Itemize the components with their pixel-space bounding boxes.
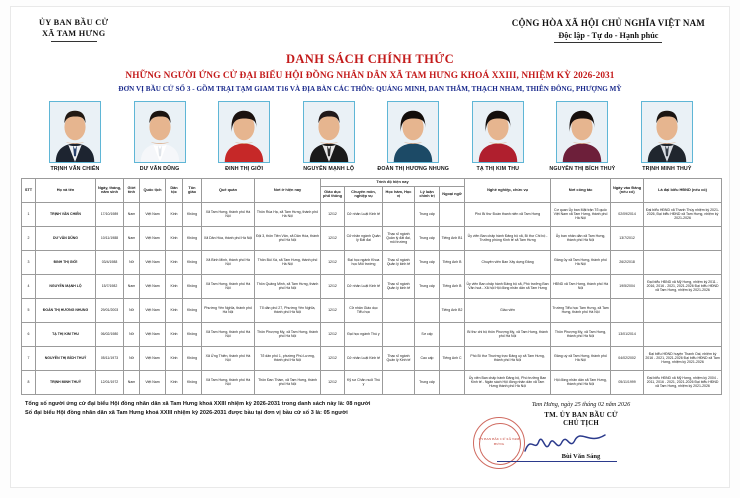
candidate-table	[21, 178, 722, 395]
cell-hometown: Xã Dân Hòa, thành phố Hà Nội	[202, 226, 255, 250]
candidate-table-body	[22, 202, 722, 394]
cell-residence: Đội 3, thôn Tiên Vân, xã Dân Hòa, thành phố Hà Nội	[255, 226, 321, 250]
cell-party-date: 04/02/2002	[611, 346, 644, 370]
candidate-portrait	[387, 101, 439, 163]
cell-edu-language	[440, 370, 465, 394]
candidate-portrait	[556, 101, 608, 163]
signatory-name: Bùi Văn Sáng	[561, 452, 601, 460]
cell-stt: 3	[22, 250, 36, 274]
cell-religion: Không	[183, 298, 202, 322]
cell-edu-prof: Đại học ngành Khoa học Môi trường	[345, 250, 383, 274]
cell-hometown: Xã Tam Hưng, thành phố Hà Nội	[202, 274, 255, 298]
cell-edu-prof: Cử nhân Luật Kinh tế	[345, 202, 383, 226]
cell-sex: Nam	[124, 370, 140, 394]
cell-edu-politics: Trung cấp	[415, 274, 440, 298]
issuing-authority-line1: ỦY BAN BẦU CỬ	[39, 18, 109, 27]
cell-workplace: HĐND xã Tam Hưng, thành phố Hà Nội	[551, 274, 611, 298]
candidate-portrait	[641, 101, 693, 163]
cell-stt: 8	[22, 370, 36, 394]
candidate-photo-cell	[373, 101, 453, 172]
th-hdnd: Là đại biểu HĐND (nếu có)	[644, 179, 722, 203]
th-dob: Ngày, tháng, năm sinh	[96, 179, 124, 203]
signature-block	[445, 401, 717, 460]
cell-religion: Không	[183, 226, 202, 250]
cell-edu-degree: Thạc sĩ ngành Quản lý kinh tế	[383, 274, 415, 298]
cell-stt: 2	[22, 226, 36, 250]
cell-fullname: DƯ VĂN DŨNG	[36, 226, 96, 250]
cell-hdnd: Đại biểu HĐND huyện Thanh Oai, nhiệm kỳ 2016 - 2021, 2021-2026 Đại biểu HĐND xã Tam Hưng, nhiệm kỳ 2021-2026	[644, 346, 722, 370]
cell-edu-language: Tiếng Anh C	[440, 346, 465, 370]
cell-ethnicity: Kinh	[166, 274, 183, 298]
candidate-photo-cell	[120, 101, 200, 172]
cell-dob: 15/7/1982	[96, 274, 124, 298]
cell-religion: Không	[183, 250, 202, 274]
th-nationality: Quốc tịch	[140, 179, 166, 203]
cell-sex: Nam	[124, 226, 140, 250]
cell-fullname: TRỊNH MINH THUỶ	[36, 370, 96, 394]
cell-hometown: Xã Tam Hưng, thành phố Hà Nội	[202, 202, 255, 226]
cell-nationality: Việt Nam	[140, 226, 166, 250]
cell-ethnicity: Kinh	[166, 322, 183, 346]
cell-hdnd: Đại biểu HĐND xã Mỹ Hưng, nhiệm kỳ 2004 - 2011, 2016 - 2021, 2021-2026 Đại biểu HĐND xã Tam Hưng, nhiệm kỳ 2021-2026	[644, 370, 722, 394]
cell-fullname: NGUYỄN MẠNH LỘ	[36, 274, 96, 298]
cell-edu-language: Tiếng Anh B	[440, 274, 465, 298]
cell-residence: Thôn Rùa Hạ, xã Tam Hưng, thành phố Hà Nội	[255, 202, 321, 226]
cell-edu-language: Tiếng Anh B2	[440, 298, 465, 322]
cell-edu-prof: Đại học ngành Thú y	[345, 322, 383, 346]
candidate-photo-cell	[542, 101, 622, 172]
candidate-photo-strip	[11, 93, 729, 172]
issuing-authority	[39, 17, 108, 43]
signature-date: Tam Hưng, ngày 25 tháng 02 năm 2026	[531, 400, 631, 408]
cell-edu-language: Tiếng Anh B1	[440, 226, 465, 250]
cell-edu-politics: Trung cấp	[415, 370, 440, 394]
cell-edu-degree: Thạc sĩ ngành Quản lý Kinh tế	[383, 346, 415, 370]
cell-edu-general: 12/12	[321, 250, 345, 274]
cell-hdnd: Đại biểu HĐND xã Thanh Thùy nhiệm kỳ 2021-2026, Đại biểu HĐND xã Tam Hưng, nhiệm kỳ 2021-2026	[644, 202, 722, 226]
cell-occupation: Bí thư chi bộ thôn Phượng Mỵ, xã Tam Hưng, thành phố Hà Nội	[465, 322, 551, 346]
th-residence: Nơi ở hiện nay	[255, 179, 321, 203]
cell-sex: Nam	[124, 202, 140, 226]
cell-edu-politics: Cao cấp	[415, 346, 440, 370]
th-workplace: Nơi công tác	[551, 179, 611, 203]
cell-nationality: Việt Nam	[140, 274, 166, 298]
table-row	[22, 298, 722, 322]
candidate-portrait	[218, 101, 270, 163]
cell-stt: 5	[22, 298, 36, 322]
cell-edu-degree	[383, 298, 415, 322]
footer-note-total: Tổng số người ứng cử đại biểu Hội đồng nhân dân xã Tam Hưng khoá XXIII nhiệm kỳ 2026-2031 trong danh sách này là: 08 người	[25, 400, 371, 407]
table-row	[22, 226, 722, 250]
candidate-photo-name: ĐOÀN THỊ HƯƠNG NHUNG	[377, 166, 450, 173]
cell-edu-general: 12/12	[321, 370, 345, 394]
candidate-portrait	[134, 101, 186, 163]
cell-edu-degree	[383, 322, 415, 346]
cell-workplace: Ủy ban nhân dân xã Tam Hưng, thành phố Hà Nội	[551, 226, 611, 250]
table-row	[22, 322, 722, 346]
cell-workplace: Trường Tiểu học Tam Hưng, xã Tam Hưng, thành phố Hà Nội	[551, 298, 611, 322]
document-sheet	[10, 6, 730, 488]
cell-hometown: Phường Yên Nghĩa, thành phố Hà Nội	[202, 298, 255, 322]
cell-residence: Thôn Quảng Minh, xã Tam Hưng, thành phố Hà Nội	[255, 274, 321, 298]
cell-ethnicity: Kinh	[166, 250, 183, 274]
cell-dob: 12/01/1972	[96, 370, 124, 394]
signature-line	[497, 461, 617, 462]
th-occupation: Nghề nghiệp, chức vụ	[465, 179, 551, 203]
th-fullname: Họ và tên	[36, 179, 96, 203]
candidate-photo-name: NGUYỄN MẠNH LỘ	[303, 166, 355, 173]
cell-edu-politics	[415, 298, 440, 322]
cell-edu-general: 12/12	[321, 274, 345, 298]
document-header	[11, 7, 729, 43]
candidate-photo-name: ĐINH THỊ GIỚI	[225, 166, 264, 173]
cell-fullname: TRỊNH VĂN CHIẾN	[36, 202, 96, 226]
cell-occupation: Phó Bí thư Đoàn thanh niên xã Tam Hưng	[465, 202, 551, 226]
official-stamp-text: ỦY BAN BẦU CỬ XÃ TAM HƯNG	[478, 436, 520, 446]
document-footer	[11, 395, 729, 460]
cell-edu-politics: Trung cấp	[415, 226, 440, 250]
candidate-photo-cell	[289, 101, 369, 172]
cell-dob: 17/10/1989	[96, 202, 124, 226]
footer-note-seats: Số đại biểu Hội đồng nhân dân xã Tam Hưng khoá XXIII nhiệm kỳ 2026-2031 được bầu tại đơn vị bầu cử số 3 là: 05 người	[25, 409, 348, 416]
header-divider-left	[51, 41, 97, 42]
candidate-photo-cell	[35, 101, 115, 172]
cell-edu-language	[440, 202, 465, 226]
cell-edu-degree: Thạc sĩ ngành Quản lý đất đai, môi trường	[383, 226, 415, 250]
national-motto: Độc lập - Tự do - Hạnh phúc	[558, 30, 659, 40]
table-row	[22, 274, 722, 298]
national-heading-line1: CỘNG HÒA XÃ HỘI CHỦ NGHĨA VIỆT NAM	[511, 18, 705, 28]
th-edu-general: Giáo dục phổ thông	[321, 186, 345, 202]
cell-fullname: ĐOÀN THỊ HƯƠNG NHUNG	[36, 298, 96, 322]
cell-occupation: Phó Bí thư Thường trực Đảng uỷ xã Tam Hưng, thành phố Hà Nội	[465, 346, 551, 370]
cell-hometown: Xã Ứng Thiên, thành phố Hà Nội	[202, 346, 255, 370]
cell-edu-degree	[383, 370, 415, 394]
th-sex: Giới tính	[124, 179, 140, 203]
cell-residence: Thôn Bùi Xá, xã Tam Hưng, thành phố Hà Nội	[255, 250, 321, 274]
cell-occupation: Giáo viên	[465, 298, 551, 322]
cell-stt: 6	[22, 322, 36, 346]
document-titles	[11, 52, 729, 93]
th-hometown: Quê quán	[202, 179, 255, 203]
cell-religion: Không	[183, 274, 202, 298]
th-edu-politics: Lý luận chính trị	[415, 186, 440, 202]
cell-hdnd: Đại biểu HĐND xã Mỹ Hưng, nhiệm kỳ 2011 - 2016, 2016 - 2021, 2021-2026 Đại biểu HĐND xã Tam Hưng, nhiệm kỳ 2021-2026	[644, 274, 722, 298]
cell-edu-politics: Trung cấp	[415, 250, 440, 274]
cell-nationality: Việt Nam	[140, 346, 166, 370]
th-edu-prof: Chuyên môn, nghiệp vụ	[345, 186, 383, 202]
cell-edu-general: 12/12	[321, 346, 345, 370]
cell-nationality: Việt Nam	[140, 298, 166, 322]
candidate-table-wrapper	[11, 172, 729, 395]
cell-fullname: TẠ THỊ KIM THU	[36, 322, 96, 346]
cell-dob: 05/11/1973	[96, 346, 124, 370]
cell-fullname: ĐINH THỊ GIỚI	[36, 250, 96, 274]
cell-edu-degree	[383, 202, 415, 226]
candidate-photo-cell	[627, 101, 707, 172]
cell-hdnd	[644, 250, 722, 274]
cell-nationality: Việt Nam	[140, 370, 166, 394]
table-row	[22, 250, 722, 274]
cell-residence: Tổ dân phố 27, Phường Yên Nghĩa, thành phố Hà Nội	[255, 298, 321, 322]
cell-ethnicity: Kinh	[166, 298, 183, 322]
cell-religion: Không	[183, 346, 202, 370]
cell-residence: Thôn Phượng Mỵ, xã Tam Hưng, thành phố Hà Nội	[255, 322, 321, 346]
cell-hometown: Xã Tam Hưng, thành phố Hà Nội	[202, 322, 255, 346]
cell-hdnd	[644, 298, 722, 322]
cell-workplace: Hội đồng nhân dân xã Tam Hưng, thành phố Hà Nội	[551, 370, 611, 394]
issuing-authority-line2: XÃ TAM HƯNG	[41, 29, 106, 39]
th-edu-language: Ngoại ngữ	[440, 186, 465, 202]
cell-party-date	[611, 298, 644, 322]
cell-dob: 29/01/2003	[96, 298, 124, 322]
signature-title-org: TM. ỦY BAN BẦU CỬ	[544, 410, 618, 419]
cell-stt: 7	[22, 346, 36, 370]
cell-nationality: Việt Nam	[140, 202, 166, 226]
cell-sex: Nam	[124, 274, 140, 298]
cell-party-date: 19/5/2004	[611, 274, 644, 298]
cell-edu-politics: Trung cấp	[415, 202, 440, 226]
cell-workplace: Đảng ủy xã Tam Hưng, thành phố Hà Nội	[551, 250, 611, 274]
cell-religion: Không	[183, 202, 202, 226]
cell-edu-degree: Thạc sĩ ngành Quản lý kinh tế	[383, 250, 415, 274]
cell-edu-prof: Cử nhân Luật Kinh tế	[345, 274, 383, 298]
candidate-photo-name: TRỊNH VĂN CHIẾN	[50, 166, 100, 173]
th-party-date: Ngày vào Đảng (nếu có)	[611, 179, 644, 203]
cell-party-date: 26/2/2018	[611, 250, 644, 274]
table-row	[22, 346, 722, 370]
cell-edu-prof: Kỹ sư Chăn nuôi Thú y	[345, 370, 383, 394]
cell-edu-prof: Cử nhân Luật Kinh tế	[345, 346, 383, 370]
th-edu-degree: Học hàm, Học vị	[383, 186, 415, 202]
cell-sex: Nữ	[124, 250, 140, 274]
cell-sex: Nữ	[124, 322, 140, 346]
cell-ethnicity: Kinh	[166, 346, 183, 370]
candidate-portrait	[472, 101, 524, 163]
cell-hometown: Xã Tam Hưng, thành phố Hà Nội	[202, 370, 255, 394]
candidate-photo-name: NGUYỄN THỊ BÍCH THUỶ	[549, 166, 616, 173]
cell-workplace: Thôn Phượng Mỵ, xã Tam Hưng, thành phố Hà Nội	[551, 322, 611, 346]
th-stt: STT	[22, 179, 36, 203]
cell-nationality: Việt Nam	[140, 250, 166, 274]
cell-edu-general: 12/12	[321, 322, 345, 346]
cell-religion: Không	[183, 370, 202, 394]
electoral-unit-line: ĐƠN VỊ BẦU CỬ SỐ 3 - GỒM TRẠI TẠM GIAM T16 VÀ ĐỊA BÀN CÁC THÔN: QUẢNG MINH, DAN THẮM, THẠCH NHAM, THIÊN ĐÔNG, PHƯỢNG MỸ	[118, 85, 622, 94]
cell-religion: Không	[183, 322, 202, 346]
cell-party-date: 05/11/1999	[611, 370, 644, 394]
cell-ethnicity: Kinh	[166, 202, 183, 226]
cell-edu-politics: Sơ cấp	[415, 322, 440, 346]
cell-edu-prof: Cử nhân ngành Quản lý Đất đai	[345, 226, 383, 250]
table-row	[22, 202, 722, 226]
cell-nationality: Việt Nam	[140, 322, 166, 346]
cell-edu-general: 12/12	[321, 298, 345, 322]
cell-hometown: Xã Bình Minh, thành phố Hà Nội	[202, 250, 255, 274]
cell-residence: Tổ dân phố 1, phường Phú Lương, thành phố Hà Nội	[255, 346, 321, 370]
cell-party-date: 13/01/2014	[611, 322, 644, 346]
cell-dob: 10/11/1988	[96, 226, 124, 250]
handwritten-signature	[523, 431, 607, 457]
table-row	[22, 370, 722, 394]
cell-stt: 1	[22, 202, 36, 226]
cell-edu-language: Tiếng Anh B	[440, 250, 465, 274]
cell-workplace: Đảng uỷ xã Tam Hưng, thành phố Hà Nội	[551, 346, 611, 370]
candidate-portrait	[303, 101, 355, 163]
cell-edu-language	[440, 322, 465, 346]
candidate-photo-cell	[458, 101, 538, 172]
cell-occupation: Ủy viên Ban chấp hành Đảng bộ xã, Phó trưởng Ban Văn hoá - Xã hội Hội đồng nhân dân xã Tam Hưng	[465, 274, 551, 298]
candidate-photo-name: TẠ THỊ KIM THU	[476, 166, 520, 173]
candidate-photo-name: DƯ VĂN DŨNG	[139, 166, 180, 173]
cell-hdnd	[644, 226, 722, 250]
national-heading	[512, 17, 705, 43]
cell-fullname: NGUYỄN THỊ BÍCH THUỶ	[36, 346, 96, 370]
th-religion: Tôn giáo	[183, 179, 202, 203]
signature-title-role: CHỦ TỊCH	[563, 419, 599, 427]
cell-occupation: Ủy viên Ban chấp hành Đảng bộ, Phó trưởng Ban Kinh tế - Ngân sách Hội đồng nhân dân xã Tam Hưng thành phố Hà Nội	[465, 370, 551, 394]
cell-workplace: Cơ quan Ủy ban Mặt trận Tổ quốc Việt Nam xã Tam Hưng, thành phố Hà Nội	[551, 202, 611, 226]
cell-occupation: Chuyên viên Ban Xây dựng Đảng	[465, 250, 551, 274]
cell-edu-general: 12/12	[321, 202, 345, 226]
cell-stt: 4	[22, 274, 36, 298]
table-header-row-1	[22, 179, 722, 187]
cell-party-date: 13/7/2012	[611, 226, 644, 250]
th-education-group: Trình độ hiện nay	[321, 179, 465, 187]
cell-party-date: 02/09/2014	[611, 202, 644, 226]
cell-dob: 06/02/1980	[96, 322, 124, 346]
page-subtitle: NHỮNG NGƯỜI ỨNG CỬ ĐẠI BIỂU HỘI ĐỒNG NHÂN DÂN XÃ TAM HƯNG KHOÁ XXIII, NHIỆM KỲ 2026-2031	[125, 71, 615, 82]
cell-hdnd	[644, 322, 722, 346]
th-ethnicity: Dân tộc	[166, 179, 183, 203]
cell-edu-prof: Cử nhân Giáo dục Tiểu học	[345, 298, 383, 322]
cell-occupation: Ủy viên Ban chấp hành Đảng bộ xã, Bí thư Chi bộ - Trưởng phòng Kinh tế xã Tam Hưng	[465, 226, 551, 250]
cell-edu-general: 12/12	[321, 226, 345, 250]
cell-sex: Nữ	[124, 298, 140, 322]
cell-ethnicity: Kinh	[166, 370, 183, 394]
candidate-photo-name: TRỊNH MINH THUỶ	[642, 166, 692, 173]
page-title: DANH SÁCH CHÍNH THỨC	[285, 52, 455, 67]
cell-dob: 03/4/1988	[96, 250, 124, 274]
cell-ethnicity: Kinh	[166, 226, 183, 250]
cell-residence: Thôn Đan Thầm, xã Tam Hưng, thành phố Hà Nội	[255, 370, 321, 394]
candidate-portrait	[49, 101, 101, 163]
candidate-photo-cell	[204, 101, 284, 172]
header-divider-right	[554, 42, 662, 43]
footer-notes	[25, 401, 445, 460]
cell-sex: Nữ	[124, 346, 140, 370]
